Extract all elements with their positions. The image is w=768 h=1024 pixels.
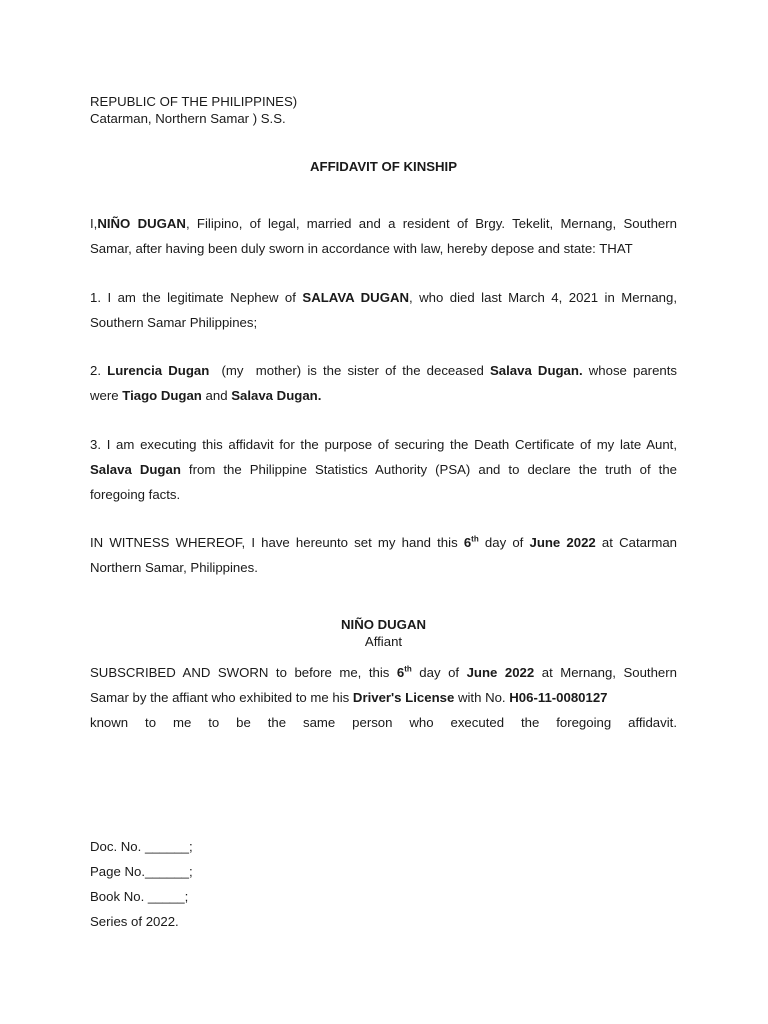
paragraph-3 [90, 432, 677, 507]
paragraph-1 [90, 285, 677, 335]
para2-line-1: 2. Lurencia Dugan (my mother) is the sister of the deceased Salava Dugan. whose parents [90, 363, 677, 378]
jurat-line-3: known to me to be the same person who executed the foregoing affidavit. [90, 715, 677, 730]
witness-paragraph [90, 530, 677, 580]
venue-header [90, 93, 677, 127]
para1-line-1: 1. I am the legitimate Nephew of SALAVA DUGAN, who died last March 4, 2021 in Mernang, [90, 290, 677, 305]
jurat-line-1: SUBSCRIBED AND SWORN to before me, this 6th day of June 2022 at Mernang, Southern [90, 664, 677, 680]
venue-line-1: REPUBLIC OF THE PHILIPPINES) [90, 94, 298, 109]
para1-line-2: Southern Samar Philippines; [90, 315, 258, 330]
paragraph-2 [90, 358, 677, 408]
affiant-name: NIÑO DUGAN [97, 216, 186, 231]
signature-block [90, 616, 677, 650]
signature-role: Affiant [364, 634, 403, 649]
intro-line-1: I,NIÑO DUGAN, Filipino, of legal, married and a resident of Brgy. Tekelit, Mernang, Southern [90, 216, 677, 231]
document-title: AFFIDAVIT OF KINSHIP [309, 159, 457, 174]
para3-line-1: 3. I am executing this affidavit for the purpose of securing the Death Certificate of my late Aunt, [90, 437, 677, 452]
venue-line-2: Catarman, Northern Samar ) S.S. [90, 111, 286, 126]
intro-paragraph [90, 211, 677, 261]
jurat-paragraph [90, 660, 677, 735]
para3-line-3: foregoing facts. [90, 487, 181, 502]
para3-line-2: Salava Dugan from the Philippine Statistics Authority (PSA) and to declare the truth of the [90, 462, 677, 477]
series-year: Series of 2022. [90, 914, 179, 929]
book-number: Book No. _____; [90, 889, 189, 904]
jurat-line-2: Samar by the affiant who exhibited to me his Driver's License with No. H06-11-0080127 [90, 690, 608, 705]
witness-line-1: IN WITNESS WHEREOF, I have hereunto set my hand this 6th day of June 2022 at Catarman [90, 534, 677, 550]
signature-name: NIÑO DUGAN [341, 617, 426, 632]
para2-line-2: were Tiago Dugan and Salava Dugan. [90, 388, 322, 403]
witness-line-2: Northern Samar, Philippines. [90, 560, 258, 575]
doc-number: Doc. No. ______; [90, 839, 193, 854]
notarial-register [90, 834, 677, 934]
intro-line-2: Samar, after having been duly sworn in accordance with law, hereby depose and state: THAT [90, 241, 633, 256]
page-number: Page No.______; [90, 864, 193, 879]
